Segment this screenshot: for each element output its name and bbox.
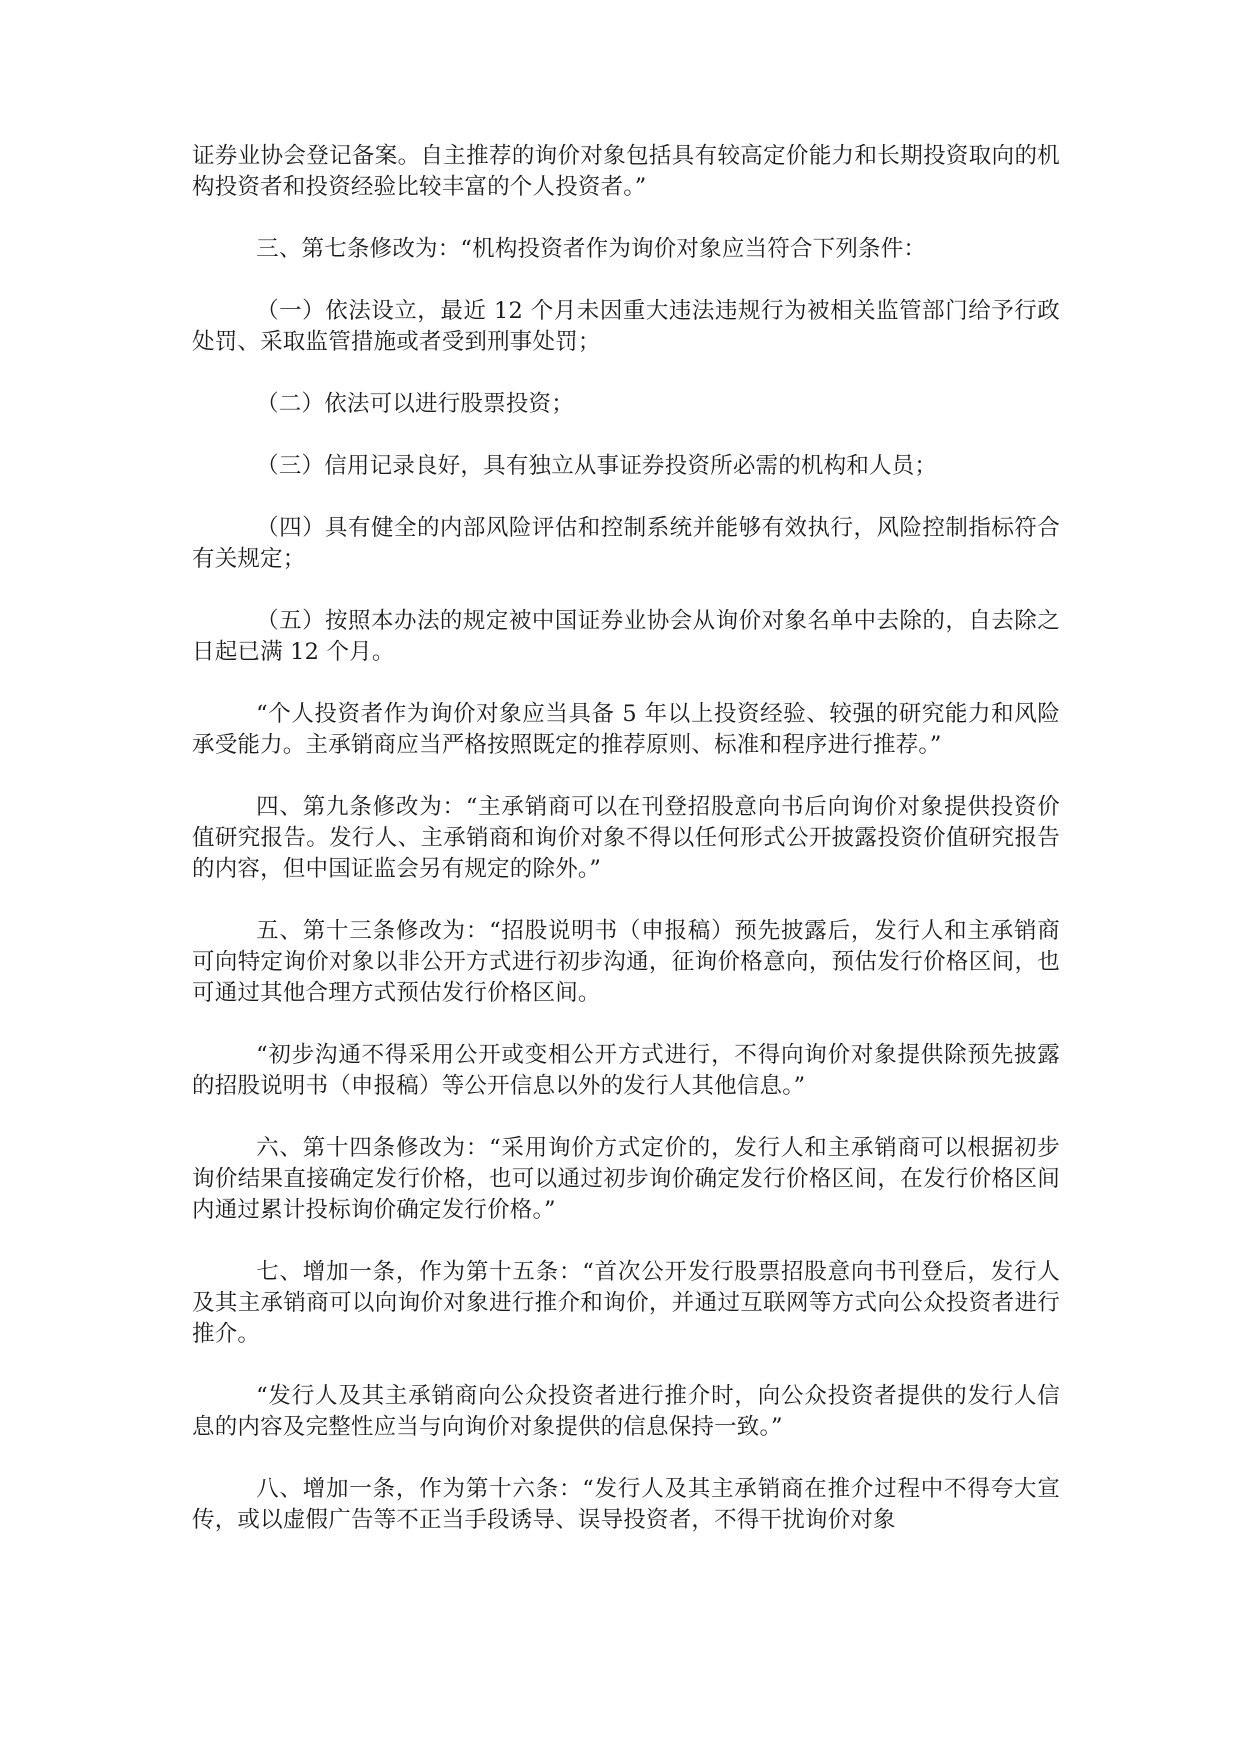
paragraph: （三）信用记录良好，具有独立从事证券投资所必需的机构和人员； (256, 453, 938, 479)
document-body (192, 141, 1060, 1567)
paragraph: （五）按照本办法的规定被中国证券业协会从询价对象名单中去除的，自去除之日起已满 12 个月。 (192, 608, 1060, 665)
paragraph: （二）依法可以进行股票投资； (256, 391, 574, 417)
paragraph: 四、第九条修改为：“主承销商可以在刊登招股意向书后向询价对象提供投资价值研究报告。发行人、主承销商和询价对象不得以任何形式公开披露投资价值研究报告的内容，但中国证监会另有规定的除外。” (192, 794, 1060, 882)
paragraph: （一）依法设立，最近 12 个月未因重大违法违规行为被相关监管部门给予行政处罚、采取监管措施或者受到刑事处罚； (192, 298, 1060, 355)
paragraph: 三、第七条修改为：“机构投资者作为询价对象应当符合下列条件： (256, 236, 927, 262)
paragraph: “个人投资者作为询价对象应当具备 5 年以上投资经验、较强的研究能力和风险承受能力。主承销商应当严格按照既定的推荐原则、标准和程序进行推荐。” (192, 701, 1060, 758)
paragraph: 八、增加一条，作为第十六条：“发行人及其主承销商在推介过程中不得夸大宣传，或以虚假广告等不正当手段诱导、误导投资者，不得干扰询价对象 (192, 1476, 1060, 1533)
paragraph: （四）具有健全的内部风险评估和控制系统并能够有效执行，风险控制指标符合有关规定； (192, 515, 1060, 572)
paragraph: 七、增加一条，作为第十五条：“首次公开发行股票招股意向书刊登后，发行人及其主承销商可以向询价对象进行推介和询价，并通过互联网等方式向公众投资者进行推介。 (192, 1259, 1060, 1347)
paragraph: 五、第十三条修改为：“招股说明书（申报稿）预先披露后，发行人和主承销商可向特定询价对象以非公开方式进行初步沟通，征询价格意向，预估发行价格区间，也可通过其他合理方式预估发行价格区间。 (192, 918, 1060, 1006)
paragraph: “发行人及其主承销商向公众投资者进行推介时，向公众投资者提供的发行人信息的内容及完整性应当与向询价对象提供的信息保持一致。” (192, 1383, 1060, 1440)
paragraph: 证券业协会登记备案。自主推荐的询价对象包括具有较高定价能力和长期投资取向的机构投资者和投资经验比较丰富的个人投资者。” (192, 143, 1060, 200)
paragraph: “初步沟通不得采用公开或变相公开方式进行，不得向询价对象提供除预先披露的招股说明书（申报稿）等公开信息以外的发行人其他信息。” (192, 1042, 1060, 1099)
paragraph: 六、第十四条修改为：“采用询价方式定价的，发行人和主承销商可以根据初步询价结果直接确定发行价格，也可以通过初步询价确定发行价格区间，在发行价格区间内通过累计投标询价确定发行价格。” (192, 1135, 1060, 1223)
